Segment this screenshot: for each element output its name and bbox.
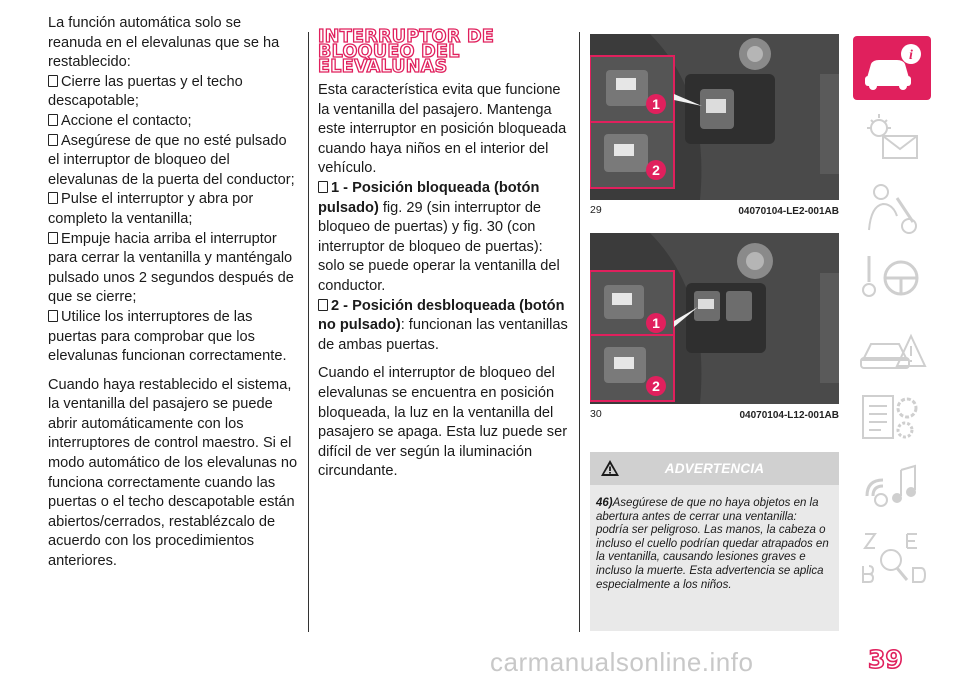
column-divider bbox=[308, 32, 309, 632]
warning-header bbox=[590, 452, 839, 485]
warning-text: 46)Asegúrese de que no haya objetos en la abertura antes de cerrar una ventanilla: podría ser peligroso. Las manos, la cabeza o incluso el cuello podrían quedar atrapados en la ventanilla, causando lesiones graves e incluso la muerte. Esta advertencia se aplica especialmente a los niños. bbox=[596, 497, 829, 591]
sidebar-item-warning-lights[interactable] bbox=[853, 106, 931, 170]
checkbox-bullet-icon bbox=[318, 299, 328, 311]
checkbox-bullet-icon bbox=[48, 134, 58, 146]
callout-1: 1 bbox=[652, 96, 660, 112]
svg-text:i: i bbox=[909, 48, 913, 63]
window-switch-photo bbox=[590, 233, 839, 404]
section-title: INTERRUPTOR DE BLOQUEO DEL ELEVALUNAS bbox=[318, 27, 495, 77]
sidebar-item-driving[interactable] bbox=[853, 246, 931, 310]
emergency-icon bbox=[853, 316, 931, 380]
checkbox-bullet-icon bbox=[48, 310, 58, 322]
paragraph-reset-intro: La función automática solo se reanuda en el elevalunas que se ha restablecido: bbox=[48, 15, 280, 71]
sidebar-item-multimedia[interactable] bbox=[853, 456, 931, 520]
column-divider bbox=[579, 32, 580, 632]
middle-column bbox=[318, 27, 572, 491]
paragraph-intro: Esta característica evita que funcione la ventanilla del pasajero. Mantenga este interruptor en posición bloqueada cuando haya niños en el interior del vehículo. bbox=[318, 82, 567, 177]
multimedia-icon bbox=[853, 456, 931, 520]
checkbox-bullet-icon bbox=[48, 75, 58, 87]
page-number: 39 bbox=[868, 645, 903, 674]
sidebar-item-index[interactable] bbox=[853, 528, 931, 592]
sidebar-item-car-info[interactable] bbox=[853, 36, 931, 100]
checkbox-bullet-icon bbox=[48, 192, 58, 204]
figure-30 bbox=[590, 233, 839, 423]
warning-title: ADVERTENCIA bbox=[664, 461, 765, 476]
paragraph-light-note: Cuando el interruptor de bloqueo del elevalunas se encuentra en posición bloqueada, la luz en la ventanilla del pasajero se apaga. Esta luz puede ser difícil de ver según la iluminación circundante. bbox=[318, 365, 568, 480]
bullet-list bbox=[48, 73, 298, 367]
figure-number: 29 bbox=[590, 204, 602, 216]
figure-code: 04070104-L12-001AB bbox=[739, 410, 839, 421]
sidebar-item-maintenance[interactable] bbox=[853, 386, 931, 450]
safety-icon bbox=[853, 176, 931, 240]
maintenance-icon bbox=[853, 386, 931, 450]
sidebar-item-safety[interactable] bbox=[853, 176, 931, 240]
checkbox-bullet-icon bbox=[48, 232, 58, 244]
callout-2: 2 bbox=[652, 162, 660, 178]
list-item: Accione el contacto; bbox=[48, 112, 298, 132]
warning-lights-icon bbox=[853, 106, 931, 170]
sidebar-item-emergency[interactable] bbox=[853, 316, 931, 380]
figure-code: 04070104-LE2-001AB bbox=[738, 206, 839, 217]
warning-box bbox=[590, 452, 839, 631]
window-switch-photo bbox=[590, 34, 839, 200]
watermark: carmanualsonline.info bbox=[490, 647, 754, 677]
figure-29 bbox=[590, 34, 839, 219]
list-item: Pulse el interruptor y abra por completo la ventanilla; bbox=[48, 191, 254, 227]
checkbox-bullet-icon bbox=[318, 181, 328, 193]
list-item-unlocked: 2 - Posición desbloqueada (botón no pulsado): funcionan las ventanillas de ambas puertas. bbox=[318, 297, 568, 353]
driving-icon bbox=[853, 246, 931, 310]
figure-photo bbox=[590, 34, 839, 200]
list-item: Utilice los interruptores de las puertas para comprobar que los elevalunas funcionan correctamente. bbox=[48, 308, 287, 365]
index-icon bbox=[853, 528, 931, 592]
list-item: Empuje hacia arriba el interruptor para cerrar la ventanilla y manténgalo pulsado unos 2 segundos después de que se cierre; bbox=[48, 230, 294, 306]
list-item-locked: 1 - Posición bloqueada (botón pulsado) fig. 29 (sin interruptor de bloqueo de puertas) y fig. 30 (con interruptor de bloqueo de puertas): solo se puede operar la ventanilla del conductor. bbox=[318, 179, 560, 294]
paragraph-reset-note: Cuando haya restablecido el sistema, la ventanilla del pasajero se puede abrir automáticamente con los interruptores de control maestro. Si el modo automático de los elevalunas no funciona correctamente cuando las puertas o el techo descapotable están abiertos/cerrados, restablézcalo de acuerdo con los procedimientos anteriores. bbox=[48, 376, 298, 570]
figure-photo bbox=[590, 233, 839, 404]
list-item: Cierre las puertas y el techo descapotable; bbox=[48, 73, 243, 110]
figure-number: 30 bbox=[590, 408, 602, 420]
warning-ref: 46) bbox=[596, 497, 613, 509]
left-column bbox=[48, 14, 298, 581]
callout-2: 2 bbox=[652, 378, 660, 394]
list-item: Asegúrese de que no esté pulsado el interruptor de bloqueo del elevalunas de la puerta del conductor; bbox=[48, 132, 295, 188]
checkbox-bullet-icon bbox=[48, 114, 58, 126]
car-info-icon bbox=[853, 36, 931, 100]
callout-1: 1 bbox=[652, 315, 660, 331]
